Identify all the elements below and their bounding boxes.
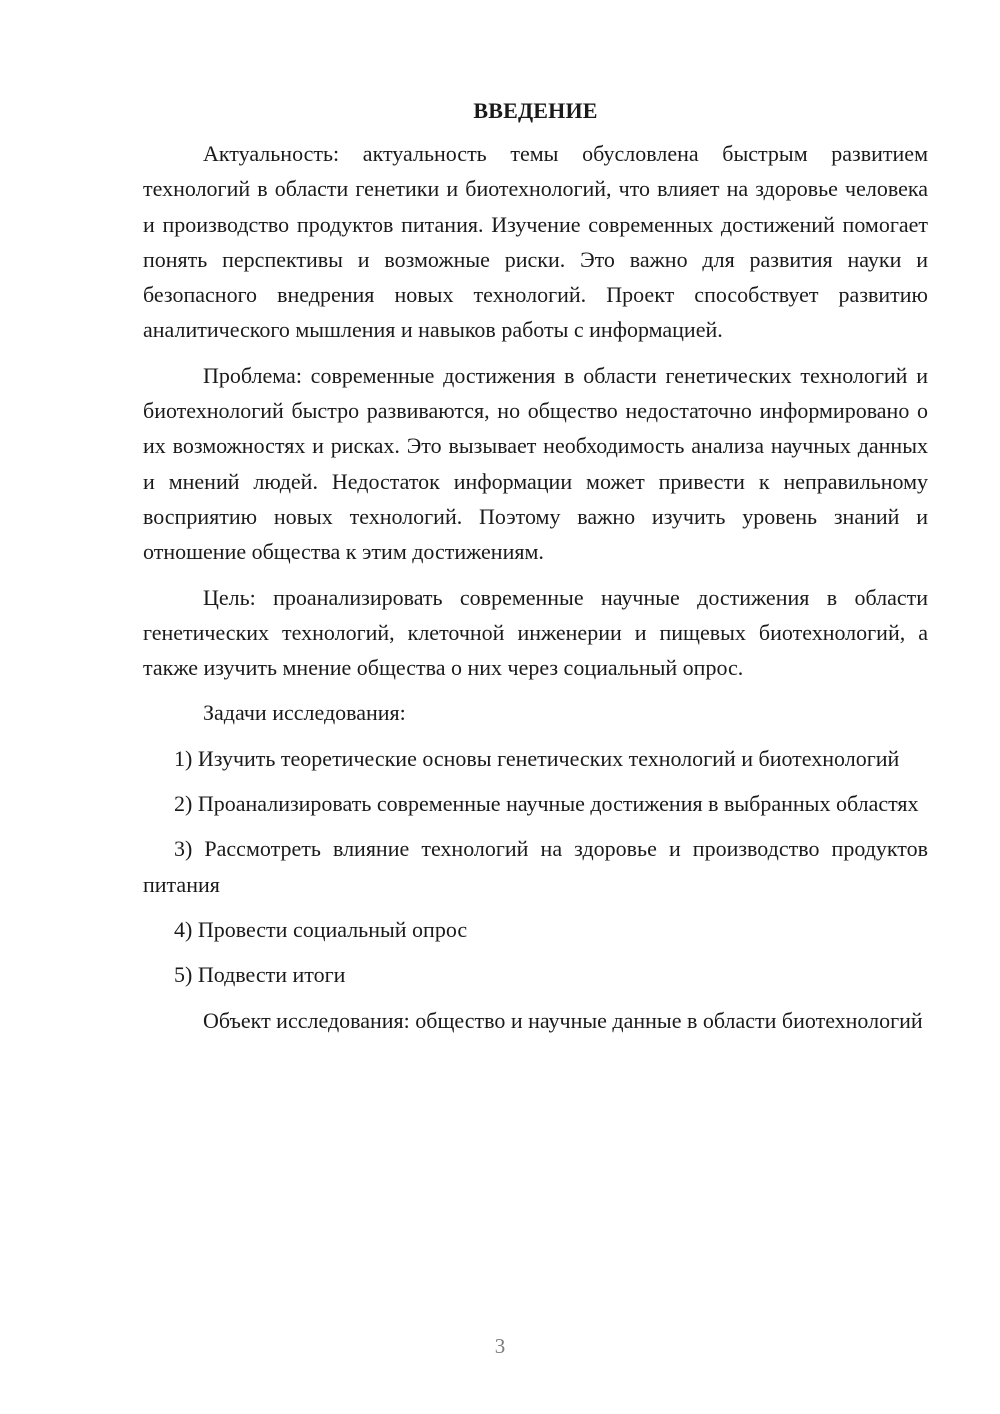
page-content [143, 96, 928, 1048]
list-item: 2) Проанализировать современные научные достижения в выбранных областях [174, 791, 919, 817]
page-title: ВВЕДЕНИЕ [473, 98, 598, 123]
list-item: 5) Подвести итоги [174, 962, 346, 988]
tasks-heading: Задачи исследования: [203, 700, 406, 726]
paragraph-object: Объект исследования: общество и научные данные в области биотехнологий [203, 1007, 923, 1033]
list-item: 1) Изучить теоретические основы генетических технологий и биотехнологий [174, 745, 900, 771]
paragraph-problem: Проблема: современные достижения в области генетических технологий и биотехнологий быстро развиваются, но общество недостаточно информировано о их возможностях и рисках. Это вызывает необходимость анализа научных данных и мнений людей. Недостаток информации может привести к неправильному восприятию новых технологий. Поэтому важно изучить уровень знаний и отношение общества к этим достижениям. [143, 362, 928, 565]
paragraph-goal: Цель: проанализировать современные научные достижения в области генетических технологий, клеточной инженерии и пищевых биотехнологий, а также изучить мнение общества о них через социальный опрос. [143, 584, 928, 681]
paragraph-relevance: Актуальность: актуальность темы обусловлена быстрым развитием технологий в области генетики и биотехнологий, что влияет на здоровье человека и производство продуктов питания. Изучение современных достижений помогает понять перспективы и возможные риски. Это важно для развития науки и безопасного внедрения новых технологий. Проект способствует развитию аналитического мышления и навыков работы с информацией. [143, 141, 928, 343]
list-item: 3) Рассмотреть влияние технологий на здоровье и производство продуктов питания [143, 836, 928, 897]
list-item: 4) Провести социальный опрос [174, 916, 468, 942]
page-number: 3 [494, 1334, 506, 1358]
tasks-list [143, 741, 928, 993]
